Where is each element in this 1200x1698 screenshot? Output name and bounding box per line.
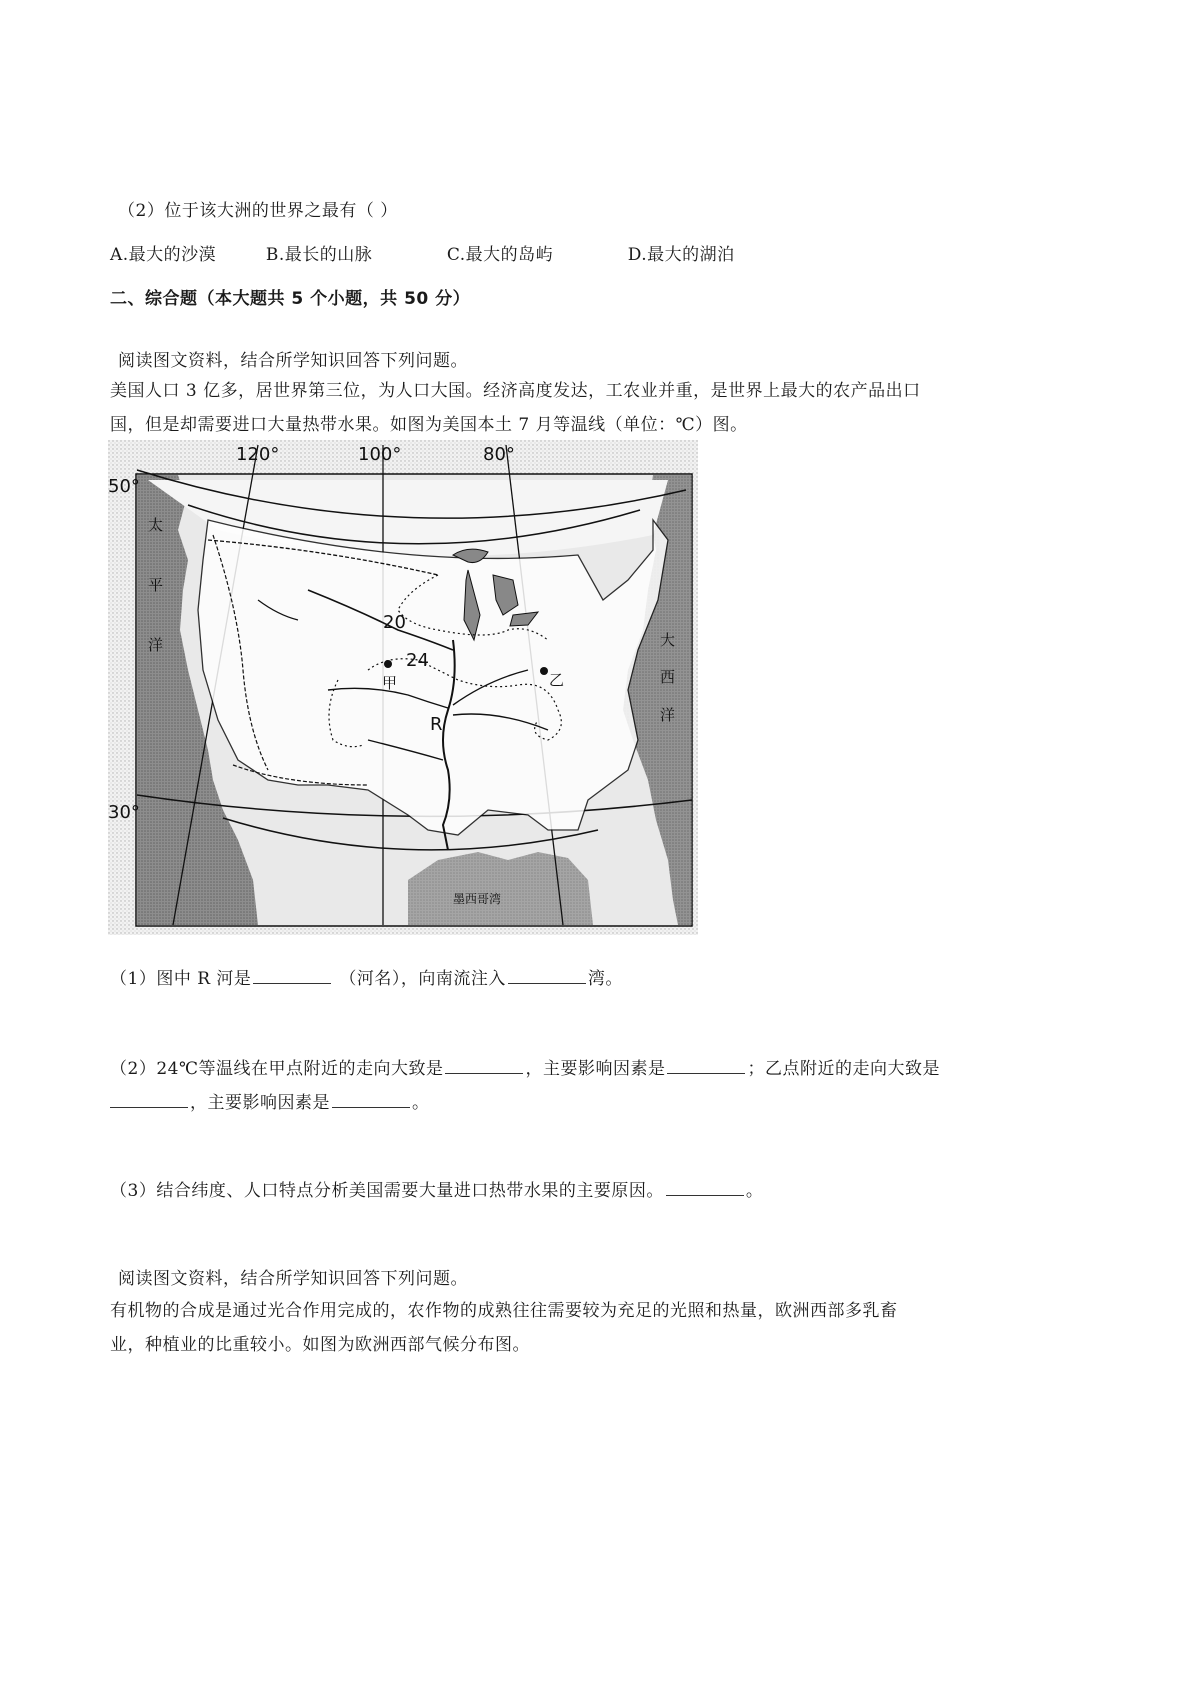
passage-2-text-2: 业，种植业的比重较小。如图为欧洲西部气候分布图。	[110, 1335, 530, 1355]
river-r-label: R	[430, 714, 443, 735]
isotherm-label-24: 24	[406, 650, 429, 671]
gulf-label: 墨西哥湾	[453, 892, 502, 906]
q2-text-b: ，主要影响因素是	[525, 1059, 666, 1079]
q1-text-a: （1）图中 R 河是	[110, 969, 252, 989]
isotherm-label-20: 20	[383, 612, 406, 633]
option-c: C.最大的岛屿	[446, 245, 554, 265]
atlantic-char-1: 大	[660, 631, 676, 649]
lat-label-50: 50°	[108, 476, 140, 497]
question-2-part-2	[110, 1088, 430, 1113]
point-jia-label: 甲	[382, 674, 398, 692]
q2-blank-yi-factor[interactable]	[332, 1093, 410, 1108]
q1-blank-gulf[interactable]	[508, 969, 586, 984]
atlantic-char-2: 西	[660, 668, 676, 686]
passage-1-text-2: 国，但是却需要进口大量热带水果。如图为美国本土 7 月等温线（单位：℃）图。	[110, 415, 748, 435]
option-d: D.最大的湖泊	[627, 245, 735, 265]
point-yi-marker	[540, 667, 548, 675]
lon-label-120: 120°	[236, 444, 280, 465]
q2-text-e: 。	[412, 1093, 430, 1113]
q3-text-a: （3）结合纬度、人口特点分析美国需要大量进口热带水果的主要原因。	[110, 1181, 664, 1201]
lon-label-80: 80°	[483, 444, 515, 465]
question-2-options	[110, 240, 735, 265]
question-1	[110, 964, 623, 989]
lat-label-30: 30°	[108, 802, 140, 823]
passage-1-text-1: 美国人口 3 亿多，居世界第三位，为人口大国。经济高度发达，工农业并重，是世界上最大的农产品出口	[110, 381, 921, 401]
q2-text-a: （2）24℃等温线在甲点附近的走向大致是	[110, 1059, 444, 1079]
pacific-char-2: 平	[148, 576, 164, 594]
passage-1-intro: 阅读图文资料，结合所学知识回答下列问题。	[118, 351, 468, 371]
option-a: A.最大的沙漠	[110, 245, 217, 265]
pacific-char-1: 太	[148, 516, 164, 534]
pacific-char-3: 洋	[148, 636, 164, 654]
option-b: B.最长的山脉	[265, 245, 373, 265]
q2-text-d: ，主要影响因素是	[190, 1093, 330, 1113]
us-july-isotherm-map	[108, 440, 698, 935]
q2-text-c: ；乙点附近的走向大致是	[747, 1059, 940, 1079]
q2-blank-jia-direction[interactable]	[445, 1059, 523, 1074]
passage-2-intro: 阅读图文资料，结合所学知识回答下列问题。	[118, 1269, 468, 1289]
q1-text-b: （河名），向南流注入	[339, 969, 506, 989]
lon-label-100: 100°	[358, 444, 402, 465]
question-3	[110, 1176, 763, 1201]
q2-blank-jia-factor[interactable]	[667, 1059, 745, 1074]
gulf-area	[408, 852, 593, 925]
atlantic-char-3: 洋	[660, 706, 676, 724]
passage-2-text-1: 有机物的合成是通过光合作用完成的，农作物的成熟往往需要较为充足的光照和热量，欧洲西部多乳畜	[110, 1301, 898, 1321]
q3-blank-answer[interactable]	[666, 1181, 744, 1196]
section-title: 二、综合题（本大题共 5 个小题，共 50 分）	[110, 289, 471, 309]
q1-blank-river[interactable]	[253, 969, 331, 984]
q1-text-c: 湾。	[587, 969, 623, 989]
q3-text-b: 。	[745, 1181, 764, 1201]
question-2-part-1	[110, 1054, 940, 1079]
point-yi-label: 乙	[549, 671, 565, 689]
question-2-stem: （2）位于该大洲的世界之最有（ ）	[118, 201, 398, 221]
point-jia-marker	[384, 660, 392, 668]
q2-blank-yi-direction[interactable]	[110, 1093, 188, 1108]
